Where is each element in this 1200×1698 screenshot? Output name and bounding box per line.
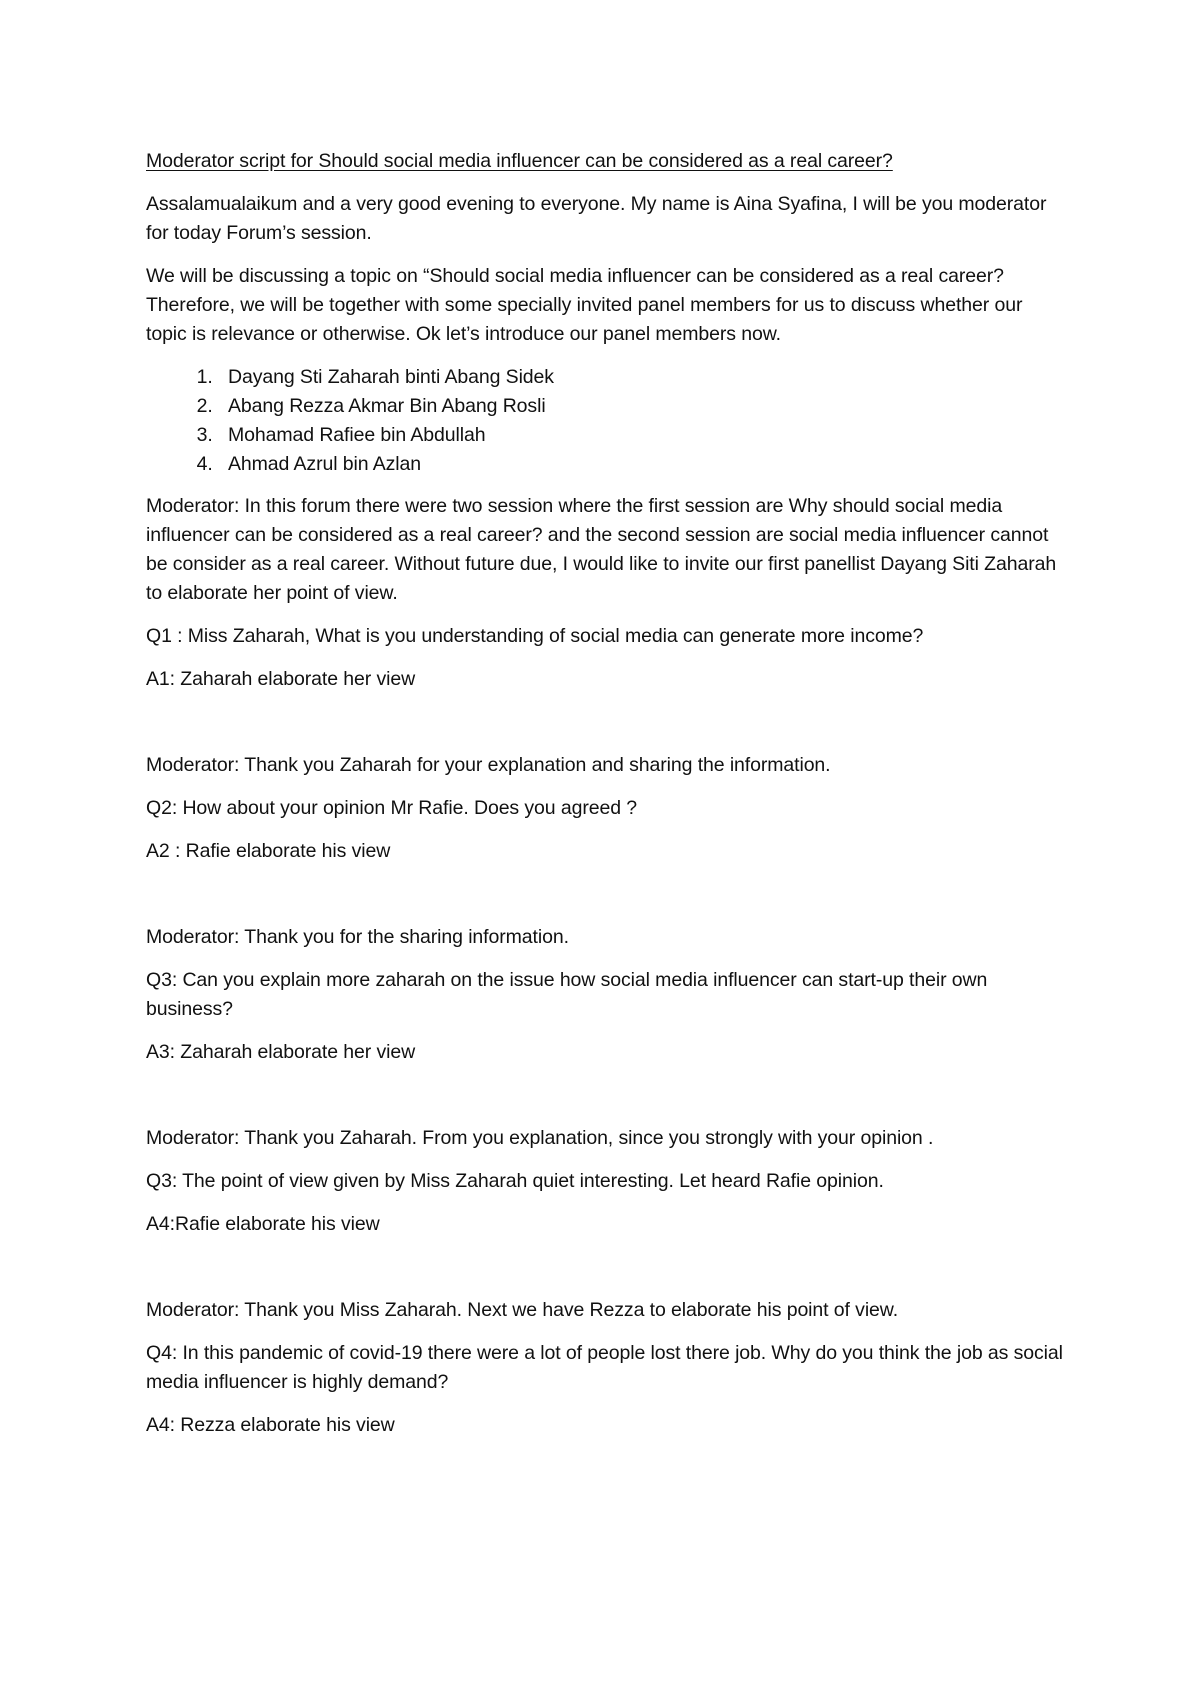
moderator-line: Moderator: Thank you Zaharah. From you explanation, since you strongly with your opinion . <box>146 1127 934 1149</box>
blank-line <box>146 708 1066 751</box>
topic-paragraph: We will be discussing a topic on “Should social media influencer can be considered as a real career? Therefore, we will be together with some specially invited panel members for us to discuss whether our topic is relevance or otherwise. Ok let’s introduce our panel members now. <box>146 265 1023 345</box>
question-line: Q3: Can you explain more zaharah on the issue how social media influencer can start-up their own business? <box>146 969 988 1020</box>
moderator-line: Moderator: Thank you Miss Zaharah. Next we have Rezza to elaborate his point of view. <box>146 1299 899 1321</box>
answer-line: A4: Rezza elaborate his view <box>146 1414 395 1436</box>
moderator-line: Moderator: In this forum there were two session where the first session are Why should social media influencer can be considered as a real career? and the second session are social media influencer cannot be consider as a real career. Without future due, I would like to invite our first panellist Dayang Siti Zaharah to elaborate her point of view. <box>146 495 1057 604</box>
moderator-line: Moderator: Thank you Zaharah for your explanation and sharing the information. <box>146 754 831 776</box>
panel-member: 1. Dayang Sti Zaharah binti Abang Sidek <box>218 363 1066 392</box>
moderator-line: Moderator: Thank you for the sharing information. <box>146 926 569 948</box>
document-body <box>146 147 1066 1454</box>
panel-member: 4. Ahmad Azrul bin Azlan <box>218 450 1066 479</box>
blank-line <box>146 1253 1066 1296</box>
panel-member: 3. Mohamad Rafiee bin Abdullah <box>218 421 1066 450</box>
blank-line <box>146 880 1066 923</box>
answer-line: A1: Zaharah elaborate her view <box>146 668 416 690</box>
panel-members-list <box>146 363 1066 479</box>
answer-line: A2 : Rafie elaborate his view <box>146 840 391 862</box>
answer-line: A4:Rafie elaborate his view <box>146 1213 380 1235</box>
intro-paragraph: Assalamualaikum and a very good evening to everyone. My name is Aina Syafina, I will be you moderator for today Forum’s session. <box>146 193 1047 244</box>
blank-line <box>146 1081 1066 1124</box>
panel-member: 2. Abang Rezza Akmar Bin Abang Rosli <box>218 392 1066 421</box>
question-line: Q2: How about your opinion Mr Rafie. Does you agreed ? <box>146 797 638 819</box>
question-line: Q1 : Miss Zaharah, What is you understanding of social media can generate more income? <box>146 625 924 647</box>
question-line: Q3: The point of view given by Miss Zaharah quiet interesting. Let heard Rafie opinion. <box>146 1170 884 1192</box>
document-title: Moderator script for Should social media influencer can be considered as a real career? <box>146 150 893 172</box>
answer-line: A3: Zaharah elaborate her view <box>146 1041 416 1063</box>
question-line: Q4: In this pandemic of covid-19 there were a lot of people lost there job. Why do you think the job as social media influencer is highly demand? <box>146 1342 1063 1393</box>
